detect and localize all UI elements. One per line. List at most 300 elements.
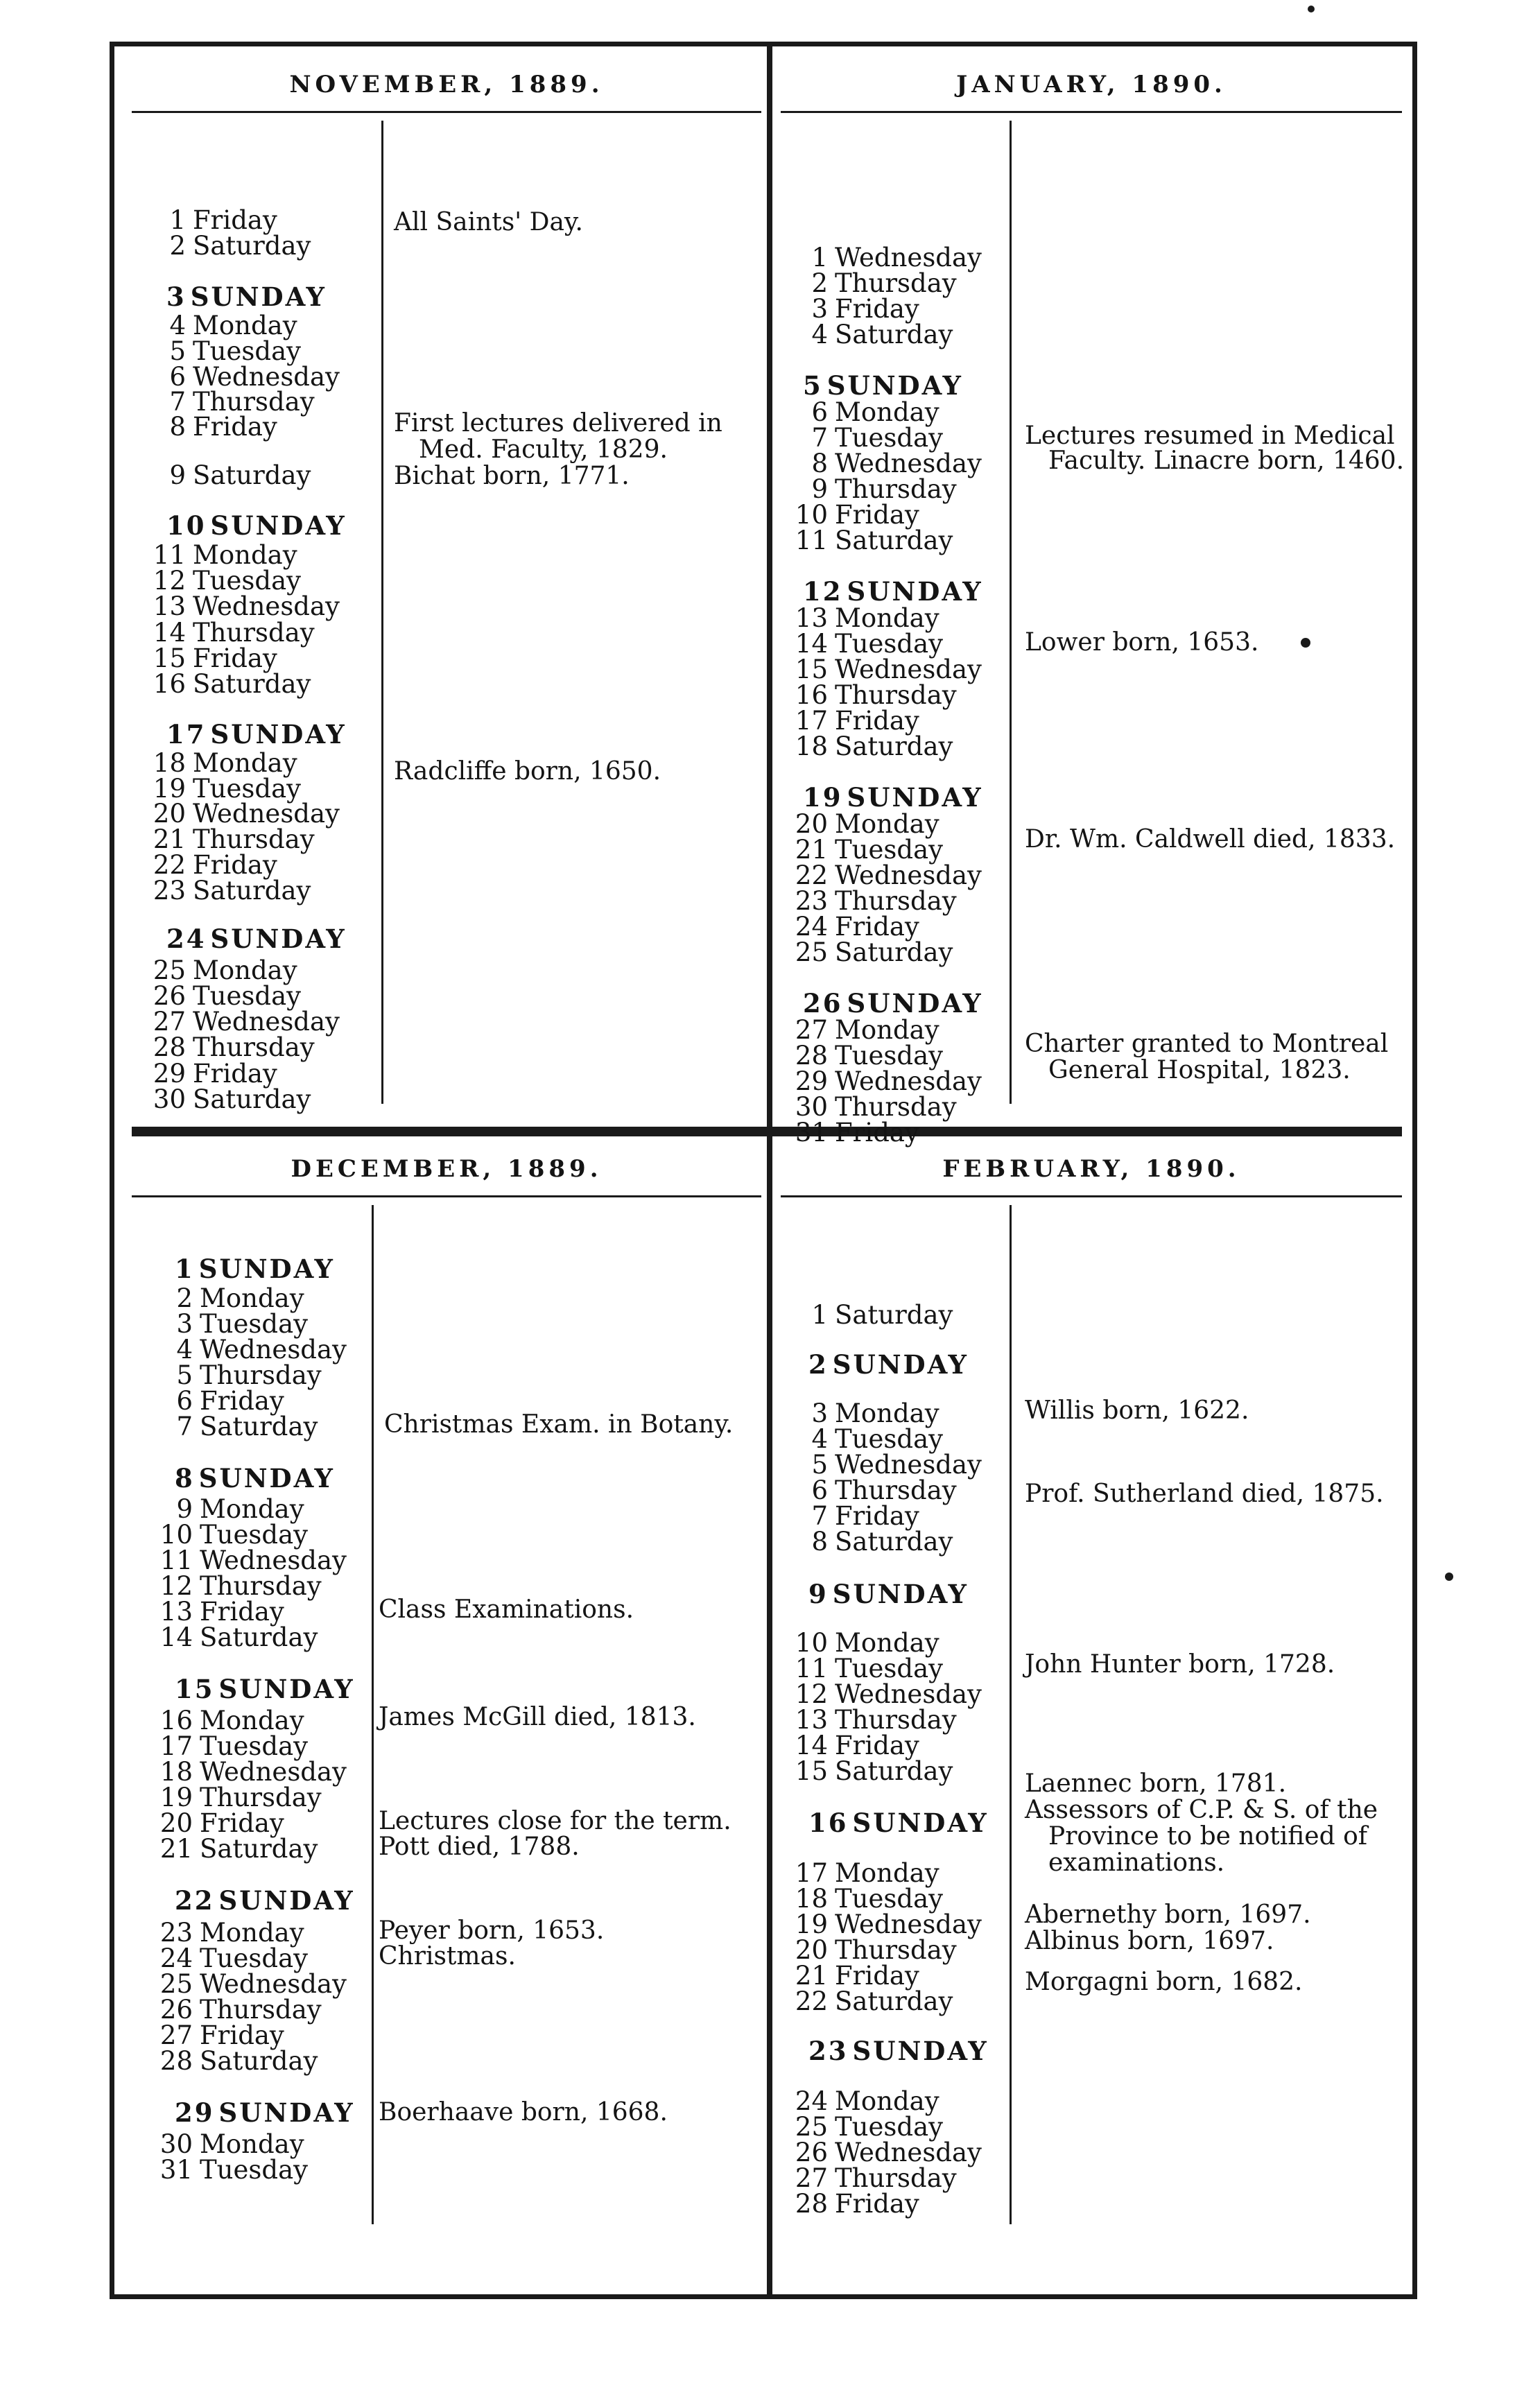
weekday-name: Friday — [835, 1731, 919, 1760]
weekday-name: Thursday — [835, 474, 957, 504]
weekday-name: Tuesday — [193, 566, 302, 596]
day-row — [159, 1496, 304, 1523]
day-row — [795, 1528, 953, 1556]
day-number: 5 — [176, 1360, 193, 1390]
day-row — [159, 1810, 284, 1837]
event-note: Christmas Exam. in Botany. — [384, 1410, 734, 1439]
day-number: 18 — [795, 731, 828, 761]
day-row — [153, 413, 277, 441]
weekday-name: Saturday — [200, 1622, 318, 1652]
sunday-row — [166, 720, 347, 748]
weekday-name: Wednesday — [200, 1545, 347, 1575]
sunday-row — [803, 783, 983, 811]
day-number: 26 — [795, 2138, 828, 2167]
day-row — [153, 593, 340, 621]
weekday-name: Wednesday — [835, 655, 982, 684]
month-title: JANUARY, 1890. — [956, 71, 1227, 98]
day-row — [159, 1573, 322, 1600]
day-row — [795, 1911, 982, 1939]
day-row — [795, 1400, 939, 1428]
weekday-name: Friday — [835, 294, 919, 324]
day-row — [153, 567, 301, 595]
weekday-name: Thursday — [835, 1705, 957, 1735]
day-row — [153, 851, 277, 879]
day-number: 5 — [811, 1450, 828, 1480]
day-number: 25 — [795, 2112, 828, 2142]
day-number: 14 — [795, 629, 828, 659]
day-row — [159, 1285, 304, 1313]
weekday-name: Friday — [835, 912, 919, 942]
day-row — [795, 939, 953, 967]
event-note: Class Examinations. — [379, 1595, 634, 1624]
day-number: 12 — [159, 1571, 193, 1601]
sunday-row — [175, 1675, 355, 1703]
weekday-name: Thursday — [193, 824, 315, 854]
weekday-name: Thursday — [835, 886, 957, 916]
column-divider — [381, 121, 383, 1104]
weekday-name: Wednesday — [200, 1969, 347, 1999]
day-number: 19 — [153, 774, 186, 804]
column-divider — [372, 1205, 374, 2224]
day-number: 14 — [159, 1622, 193, 1652]
weekday-name: Thursday — [835, 268, 957, 298]
day-row — [795, 1093, 957, 1121]
weekday-name: Friday — [835, 1961, 919, 1991]
day-row — [795, 1988, 953, 2016]
weekday-name: Tuesday — [200, 2155, 309, 2185]
day-row — [795, 630, 943, 658]
day-row — [153, 462, 311, 490]
day-number: 6 — [176, 1386, 193, 1416]
weekday-name: Thursday — [200, 1995, 322, 2025]
day-number: 28 — [159, 2046, 193, 2076]
weekday-name: Wednesday — [193, 1007, 340, 1037]
day-number: 31 — [159, 2155, 193, 2185]
event-note: All Saints' Day. — [394, 208, 583, 236]
weekday-name: Tuesday — [835, 1041, 944, 1071]
day-number: 18 — [159, 1757, 193, 1787]
weekday-name: Saturday — [200, 2046, 318, 2076]
day-number: 7 — [811, 423, 828, 453]
weekday-name: Tuesday — [835, 1654, 944, 1683]
weekday-name: Wednesday — [835, 2138, 982, 2167]
day-row — [795, 862, 982, 890]
day-row — [159, 1547, 347, 1575]
day-number: 23 — [795, 886, 828, 916]
day-number: 25 — [159, 1969, 193, 1999]
weekday-name: Wednesday — [193, 362, 340, 392]
day-number: 27 — [795, 1015, 828, 1045]
day-number: 7 — [811, 1501, 828, 1531]
day-row — [159, 2131, 304, 2158]
day-row — [153, 982, 301, 1010]
day-number: 7 — [176, 1412, 193, 1441]
sunday-row — [166, 512, 347, 539]
weekday-name: Saturday — [835, 937, 953, 967]
weekday-name: Saturday — [835, 731, 953, 761]
weekday-name: Thursday — [835, 680, 957, 710]
day-row — [795, 270, 957, 297]
weekday-name: Thursday — [193, 1032, 315, 1062]
day-row — [159, 1310, 308, 1338]
day-number: 23 — [153, 876, 186, 906]
sunday-row — [808, 1351, 969, 1378]
day-number: 18 — [795, 1884, 828, 1914]
event-note: Radcliffe born, 1650. — [394, 757, 661, 786]
day-number: 9 — [811, 474, 828, 504]
weekday-name: Tuesday — [200, 1731, 309, 1761]
sunday-row — [808, 1809, 989, 1837]
weekday-name: Saturday — [835, 1300, 953, 1330]
day-number: 13 — [159, 1597, 193, 1627]
day-row — [159, 1835, 318, 1863]
weekday-name: SUNDAY — [198, 1254, 335, 1284]
event-note: Boerhaave born, 1668. — [379, 2098, 668, 2127]
weekday-name: Tuesday — [200, 1520, 309, 1550]
day-number: 10 — [795, 1628, 828, 1658]
weekday-name: Monday — [200, 1918, 304, 1948]
weekday-name: SUNDAY — [852, 1808, 989, 1838]
day-number: 12 — [153, 566, 186, 596]
day-number: 1 — [169, 205, 186, 235]
day-number: 2 — [176, 1283, 193, 1313]
day-row — [159, 1970, 347, 1998]
event-note: General Hospital, 1823. — [1048, 1056, 1351, 1084]
month-february-1890 — [781, 1138, 1402, 2289]
day-number: 7 — [169, 387, 186, 417]
day-row — [153, 542, 297, 569]
day-number: 29 — [795, 1066, 828, 1096]
day-number: 15 — [153, 643, 186, 673]
day-row — [795, 836, 943, 864]
day-number: 17 — [795, 706, 828, 736]
event-note: Faculty. Linacre born, 1460. — [1048, 447, 1405, 475]
weekday-name: Tuesday — [835, 629, 944, 659]
month-december-1889 — [132, 1138, 761, 2289]
day-row — [153, 232, 311, 260]
center-row-rule — [132, 1127, 1402, 1136]
day-row — [795, 1477, 957, 1505]
weekday-name: Monday — [835, 809, 939, 839]
day-number: 28 — [795, 1041, 828, 1071]
day-row — [153, 338, 301, 365]
event-note: Charter granted to Montreal — [1025, 1030, 1389, 1058]
weekday-name: Friday — [835, 1118, 919, 1147]
weekday-name: Wednesday — [200, 1335, 347, 1365]
day-number: 14 — [795, 1731, 828, 1760]
day-number: 11 — [159, 1545, 193, 1575]
day-number: 6 — [169, 362, 186, 392]
day-row — [795, 1681, 982, 1708]
weekday-name: Friday — [835, 706, 919, 736]
day-number: 26 — [153, 981, 186, 1011]
day-number: 25 — [153, 955, 186, 985]
day-row — [153, 670, 311, 698]
event-note: Albinus born, 1697. — [1025, 1927, 1274, 1955]
day-number: 13 — [795, 603, 828, 633]
weekday-name: Thursday — [200, 1783, 322, 1812]
day-number: 27 — [159, 2020, 193, 2050]
day-row — [795, 1706, 957, 1734]
weekday-name: Saturday — [193, 876, 311, 906]
day-number: 4 — [169, 311, 186, 340]
weekday-name: Friday — [200, 1808, 284, 1838]
day-row — [159, 1996, 322, 2024]
day-number: 11 — [153, 540, 186, 570]
day-row — [795, 527, 953, 555]
weekday-name: Saturday — [835, 526, 953, 555]
day-number: 24 — [159, 1943, 193, 1973]
weekday-name: Wednesday — [835, 860, 982, 890]
day-row — [159, 1336, 347, 1364]
weekday-name: Tuesday — [200, 1943, 309, 1973]
day-number: 3 — [166, 281, 187, 312]
sunday-row — [166, 283, 327, 311]
day-number: 11 — [795, 526, 828, 555]
event-note: First lectures delivered in — [394, 409, 722, 438]
weekday-name: Friday — [193, 205, 277, 235]
event-note: examinations. — [1048, 1848, 1225, 1877]
weekday-name: Saturday — [835, 1527, 953, 1557]
day-row — [795, 399, 939, 426]
event-note: Laennec born, 1781. — [1025, 1769, 1287, 1798]
day-row — [795, 2139, 982, 2167]
weekday-name: Friday — [193, 643, 277, 673]
day-number: 29 — [153, 1059, 186, 1089]
weekday-name: Friday — [200, 1386, 284, 1416]
weekday-name: Thursday — [193, 618, 315, 648]
event-note: Province to be notified of — [1048, 1822, 1368, 1851]
day-row — [153, 312, 297, 340]
day-number: 1 — [175, 1254, 195, 1284]
print-speck — [1445, 1573, 1453, 1581]
day-row — [795, 1962, 919, 1990]
day-row — [153, 645, 277, 673]
day-number: 16 — [159, 1706, 193, 1735]
weekday-name: Tuesday — [835, 835, 944, 865]
day-row — [795, 1937, 957, 1964]
day-number: 1 — [811, 1300, 828, 1330]
day-row — [159, 1387, 284, 1415]
day-number: 2 — [169, 231, 186, 261]
day-number: 11 — [795, 1654, 828, 1683]
day-number: 8 — [811, 449, 828, 478]
day-number: 2 — [811, 268, 828, 298]
day-number: 6 — [811, 1475, 828, 1505]
day-row — [795, 1885, 943, 1913]
weekday-name: SUNDAY — [847, 988, 983, 1019]
weekday-name: Saturday — [835, 1986, 953, 2016]
weekday-name: Wednesday — [193, 591, 340, 621]
weekday-name: Saturday — [200, 1412, 318, 1441]
day-number: 20 — [153, 799, 186, 829]
day-row — [159, 1598, 284, 1626]
weekday-name: SUNDAY — [847, 576, 983, 607]
weekday-name: Friday — [835, 500, 919, 530]
sunday-row — [166, 925, 347, 953]
event-note: Assessors of C.P. & S. of the — [1025, 1796, 1378, 1824]
event-note: Lectures resumed in Medical — [1025, 422, 1395, 450]
day-row — [159, 1733, 308, 1760]
weekday-name: Saturday — [835, 1756, 953, 1786]
day-row — [795, 1426, 943, 1453]
day-number: 5 — [803, 370, 823, 401]
weekday-name: Tuesday — [193, 981, 302, 1011]
weekday-name: Friday — [835, 1501, 919, 1531]
weekday-name: Tuesday — [200, 1309, 309, 1339]
day-row — [795, 682, 957, 709]
day-row — [795, 887, 957, 915]
day-row — [159, 2047, 318, 2075]
weekday-name: Thursday — [835, 1092, 957, 1122]
weekday-name: Monday — [193, 540, 297, 570]
day-number: 28 — [795, 2189, 828, 2219]
sunday-row — [803, 372, 963, 399]
weekday-name: Wednesday — [835, 1909, 982, 1939]
day-row — [795, 244, 982, 272]
weekday-name: Thursday — [193, 387, 315, 417]
sunday-row — [808, 1580, 969, 1608]
day-row — [795, 295, 919, 323]
sunday-row — [803, 989, 983, 1017]
day-number: 3 — [811, 1398, 828, 1428]
day-number: 2 — [808, 1349, 829, 1380]
weekday-name: SUNDAY — [832, 1579, 969, 1609]
day-row — [795, 2190, 919, 2218]
weekday-name: Monday — [835, 397, 939, 427]
day-row — [795, 501, 919, 529]
event-note: Med. Faculty, 1829. — [419, 435, 668, 464]
day-number: 26 — [159, 1995, 193, 2025]
weekday-name: Monday — [193, 955, 297, 985]
header-rule — [132, 1195, 761, 1197]
weekday-name: Tuesday — [835, 423, 944, 453]
event-note: Christmas. — [379, 1942, 516, 1970]
weekday-name: SUNDAY — [218, 1885, 355, 1916]
day-row — [153, 800, 340, 828]
day-row — [153, 877, 311, 905]
weekday-name: SUNDAY — [190, 281, 327, 312]
day-row — [153, 1008, 340, 1036]
weekday-name: Tuesday — [835, 1884, 944, 1914]
day-number: 17 — [166, 719, 207, 750]
weekday-name: Friday — [193, 850, 277, 880]
day-row — [795, 1068, 982, 1095]
event-note: Lower born, 1653. — [1025, 628, 1259, 657]
sunday-row — [175, 2099, 355, 2127]
day-number: 30 — [159, 2129, 193, 2159]
header-rule — [781, 111, 1402, 113]
day-number: 19 — [795, 1909, 828, 1939]
day-number: 28 — [153, 1032, 186, 1062]
weekday-name: Monday — [200, 1494, 304, 1524]
day-number: 12 — [803, 576, 843, 607]
weekday-name: Wednesday — [835, 1450, 982, 1480]
sunday-row — [803, 578, 983, 605]
day-number: 10 — [795, 500, 828, 530]
day-row — [795, 1301, 953, 1329]
weekday-name: Wednesday — [835, 1679, 982, 1709]
weekday-name: Friday — [200, 2020, 284, 2050]
weekday-name: Tuesday — [835, 1424, 944, 1454]
day-row — [795, 2165, 957, 2192]
day-row — [153, 957, 297, 985]
day-row — [795, 913, 919, 941]
event-note: Dr. Wm. Caldwell died, 1833. — [1025, 825, 1396, 854]
day-number: 16 — [795, 680, 828, 710]
day-row — [795, 707, 919, 735]
day-row — [795, 733, 953, 761]
event-note: John Hunter born, 1728. — [1025, 1650, 1335, 1679]
day-row — [795, 1451, 982, 1479]
day-number: 22 — [153, 850, 186, 880]
day-number: 1 — [811, 243, 828, 272]
day-number: 13 — [153, 591, 186, 621]
header-rule — [132, 111, 761, 113]
day-number: 20 — [159, 1808, 193, 1838]
sunday-row — [175, 1464, 335, 1492]
day-number: 30 — [795, 1092, 828, 1122]
weekday-name: Thursday — [200, 1360, 322, 1390]
center-column-rule — [767, 44, 772, 2296]
day-row — [795, 321, 953, 349]
weekday-name: Friday — [835, 2189, 919, 2219]
day-number: 10 — [166, 510, 207, 541]
weekday-name: Tuesday — [835, 2112, 944, 2142]
day-row — [153, 826, 315, 854]
day-row — [795, 1758, 953, 1785]
day-number: 21 — [795, 1961, 828, 1991]
weekday-name: Monday — [835, 1628, 939, 1658]
day-number: 9 — [176, 1494, 193, 1524]
day-number: 24 — [795, 2086, 828, 2116]
month-january-1890 — [781, 54, 1405, 1147]
day-row — [795, 424, 943, 452]
day-number: 4 — [811, 1424, 828, 1454]
sunday-row — [175, 1887, 355, 1914]
event-note: James McGill died, 1813. — [379, 1703, 696, 1731]
day-number: 29 — [175, 2097, 215, 2128]
weekday-name: Saturday — [193, 1084, 311, 1114]
day-number: 23 — [808, 2036, 849, 2066]
weekday-name: Monday — [200, 2129, 304, 2159]
weekday-name: SUNDAY — [210, 924, 347, 954]
weekday-name: SUNDAY — [832, 1349, 969, 1380]
weekday-name: Wednesday — [835, 449, 982, 478]
weekday-name: Monday — [193, 748, 297, 778]
day-number: 22 — [795, 860, 828, 890]
day-number: 5 — [169, 336, 186, 366]
day-number: 16 — [153, 669, 186, 699]
weekday-name: Saturday — [193, 669, 311, 699]
day-row — [159, 1919, 304, 1947]
day-number: 4 — [176, 1335, 193, 1365]
day-number: 9 — [169, 460, 186, 490]
weekday-name: Friday — [193, 412, 277, 442]
day-number: 8 — [169, 412, 186, 442]
day-number: 19 — [159, 1783, 193, 1812]
weekday-name: Monday — [835, 1858, 939, 1888]
day-number: 8 — [175, 1463, 195, 1493]
day-row — [153, 1034, 315, 1062]
day-number: 3 — [176, 1309, 193, 1339]
day-row — [795, 1502, 919, 1530]
weekday-name: Monday — [193, 311, 297, 340]
event-note: Lectures close for the term. — [379, 1807, 731, 1835]
weekday-name: Thursday — [200, 1571, 322, 1601]
weekday-name: Monday — [835, 603, 939, 633]
day-number: 17 — [795, 1858, 828, 1888]
